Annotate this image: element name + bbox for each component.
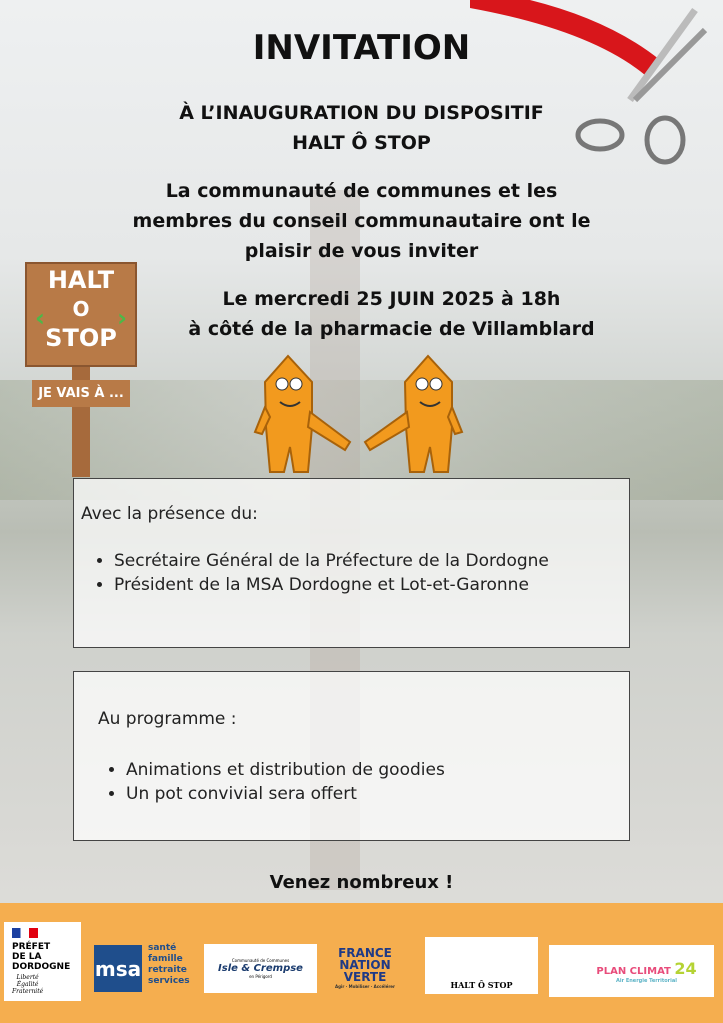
sign-text-middle: O — [72, 297, 90, 321]
logo-text: Agir · Mobiliser · Accélérer — [335, 984, 395, 989]
handshake-characters-illustration — [250, 352, 470, 480]
logo-text: FRANCE — [338, 946, 392, 960]
sign-text-top: HALT — [47, 266, 115, 294]
logo-text: 24 — [674, 958, 697, 978]
partner-logos-footer — [0, 903, 723, 1023]
logo-text: NATION — [339, 958, 391, 972]
subtitle-line-1: À L’INAUGURATION DU DISPOSITIF — [179, 102, 544, 124]
programme-box — [73, 671, 630, 841]
logo-text: PLAN CLIMAT — [596, 965, 671, 977]
intro-text — [0, 176, 723, 266]
logo-text: santé — [148, 943, 177, 953]
intro-line: membres du conseil communautaire ont le — [132, 210, 591, 232]
presence-heading: Avec la présence du: — [81, 504, 258, 524]
logo-text: DE LA — [12, 952, 42, 962]
chevron-left-icon: ‹ — [35, 304, 45, 332]
intro-line: plaisir de vous inviter — [244, 240, 479, 262]
list-item: • Animations et distribution de goodies — [126, 758, 445, 782]
logo-text: retraite — [148, 965, 187, 975]
logo-text: Liberté — [16, 974, 39, 981]
logo-text: Communauté de Communes — [231, 958, 290, 963]
closing-text: Venez nombreux ! — [269, 872, 454, 893]
logo-text: DORDOGNE — [12, 962, 71, 972]
logo-text: services — [148, 976, 190, 986]
logo-text: famille — [148, 954, 183, 964]
list-item: • Un pot convivial sera offert — [126, 782, 445, 806]
logo-text: VERTE — [343, 970, 387, 984]
logo-text: Égalité — [16, 981, 39, 988]
page-title: INVITATION — [252, 28, 471, 68]
logo-text: Fraternité — [12, 988, 44, 995]
halt-o-stop-sign — [25, 262, 137, 367]
location-line: à côté de la pharmacie de Villamblard — [188, 318, 595, 340]
programme-heading: Au programme : — [98, 709, 237, 729]
msa-tagline — [148, 943, 190, 987]
intro-line: La communauté de communes et les — [165, 180, 558, 202]
sign-arrow-board: JE VAIS À ... — [32, 380, 130, 407]
logo-plan-climat-24 — [549, 945, 714, 997]
logo-prefet-dordogne — [4, 922, 81, 1001]
logo-halt-o-stop: HALT Ô STOP — [425, 937, 538, 994]
list-item: • Président de la MSA Dordogne et Lot-et-Garonne — [114, 573, 549, 597]
list-item: • Secrétaire Général de la Préfecture de la Dordogne — [114, 549, 549, 573]
logo-text: PRÉFET — [12, 942, 51, 952]
logo-text: Air Energie Territorial — [616, 977, 677, 984]
chevron-right-icon: › — [117, 304, 127, 332]
logo-france-nation-verte — [335, 947, 395, 991]
logo-isle-crempse — [204, 944, 317, 993]
logo-text: Isle & Crempse — [218, 963, 303, 974]
logo-msa: msa — [94, 945, 142, 992]
french-flag-icon — [12, 928, 38, 938]
subtitle-line-2: HALT Ô STOP — [292, 132, 431, 154]
sign-text-bottom: STOP — [45, 324, 117, 352]
logo-text: en Périgord — [249, 974, 272, 979]
date-line: Le mercredi 25 JUIN 2025 à 18h — [222, 288, 561, 310]
presence-box — [73, 478, 630, 648]
